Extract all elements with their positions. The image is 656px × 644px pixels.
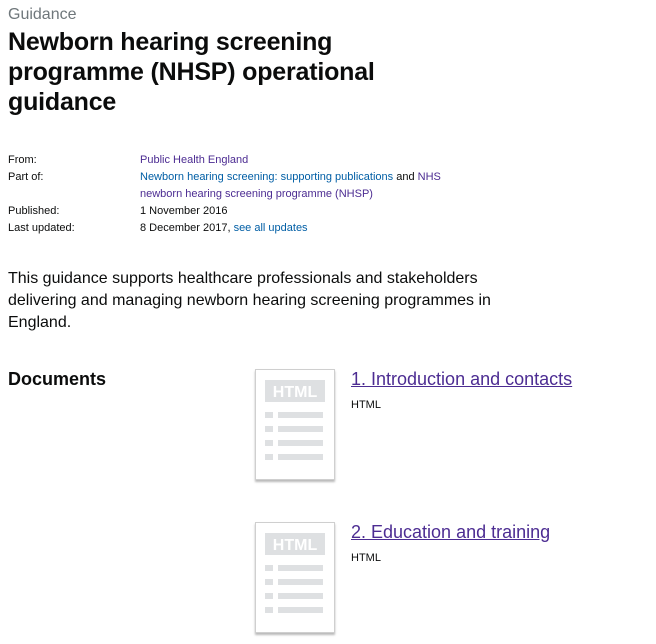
- from-value: [140, 152, 480, 169]
- attachment-title-link[interactable]: 2. Education and training: [351, 522, 551, 542]
- attachment-format: HTML: [351, 552, 381, 564]
- collection-link-supporting-publications[interactable]: Newborn hearing screening: supporting publications: [140, 171, 394, 183]
- updated-date: 8 December 2017,: [140, 222, 231, 234]
- organisation-link[interactable]: Public Health England: [140, 154, 249, 166]
- svg-text:HTML: HTML: [272, 384, 318, 401]
- attachment-format: HTML: [351, 399, 381, 411]
- svg-text:HTML: HTML: [272, 537, 318, 554]
- metadata-block: [8, 152, 480, 237]
- published-label: Published:: [8, 205, 60, 217]
- attachment-item: [255, 522, 645, 642]
- published-date: 1 November 2016: [140, 205, 228, 217]
- updated-label: Last updated:: [8, 222, 75, 234]
- metadata-from-row: [8, 152, 480, 169]
- page-title: Newborn hearing screening programme (NHSP) operational guidance: [8, 28, 375, 116]
- part-of-value: [140, 169, 480, 203]
- metadata-updated-row: [8, 220, 480, 237]
- attachment-title-link[interactable]: 1. Introduction and contacts: [351, 369, 573, 389]
- summary-text: This guidance supports healthcare professionals and stakeholders delivering and managing newborn hearing screening programmes in England.: [8, 270, 491, 331]
- updated-value: [140, 220, 480, 237]
- part-of-and-text: and: [396, 171, 415, 183]
- html-document-icon[interactable]: [255, 369, 335, 480]
- documents-heading: Documents: [8, 369, 107, 389]
- html-document-icon[interactable]: [255, 522, 335, 633]
- document-type-label: Guidance: [8, 6, 77, 23]
- attachment-item: [255, 369, 645, 489]
- metadata-published-row: [8, 203, 480, 220]
- metadata-part-of-row: [8, 169, 480, 203]
- part-of-label: Part of:: [8, 171, 44, 183]
- collection-link-nhsp[interactable]: NHS newborn hearing screening programme (NHSP): [140, 171, 441, 200]
- see-all-updates-link[interactable]: see all updates: [233, 222, 308, 234]
- from-label: From:: [8, 154, 37, 166]
